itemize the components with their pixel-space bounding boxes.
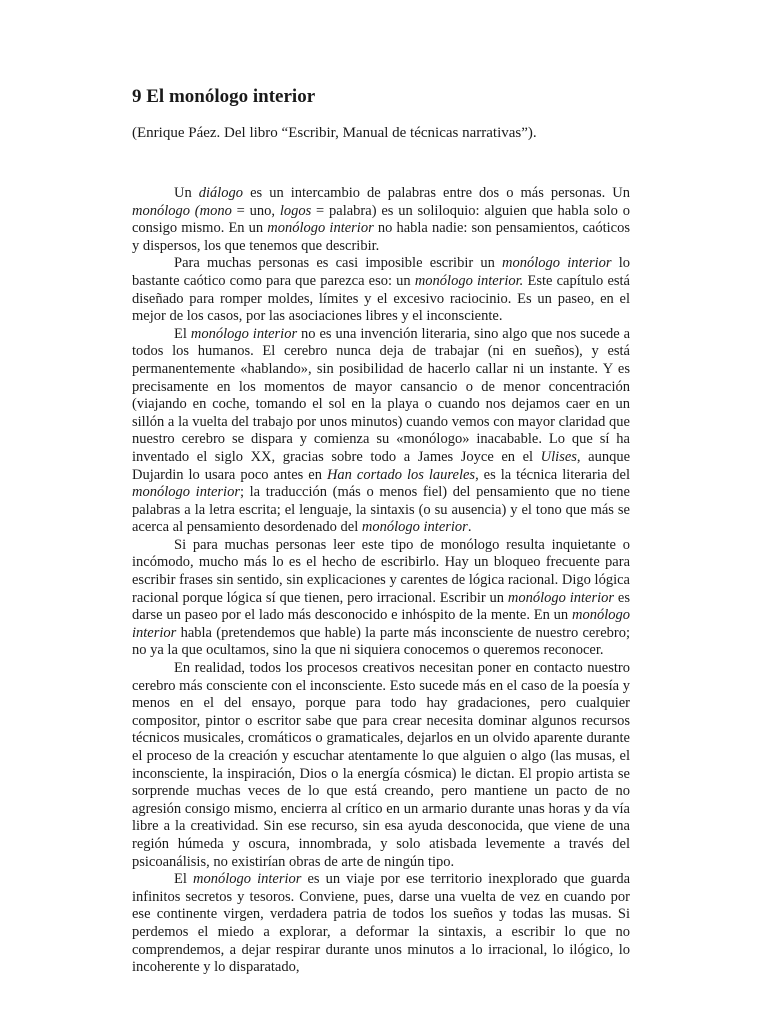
text-run: lo bastante caótico como para que parezca eso: un [132, 255, 631, 289]
italic-run: monólogo interior [507, 589, 615, 606]
italic-run: monólogo interior [267, 220, 374, 237]
italic-run: monólogo interior [361, 519, 468, 536]
paragraph [132, 537, 630, 660]
text-run: , aunque Dujardin lo usara poco antes en [132, 448, 630, 483]
text-run: = palabra) es un soliloquio: alguien que habla solo o consigo mismo. En un [132, 202, 630, 237]
text-run: En realidad, todos los procesos creativos necesitan poner en contacto nuestro cerebro más consciente con el inconsciente. Esto sucede más en el caso de la poesía y menos en el del ensayo, porque para todo hay gradaciones, pero cualquier compositor, pintor o escritor sabe que para crear necesita dominar algunos recursos técnicos musicales, cromáticos o gramaticales, dejarlos en un olvido aparente durante el proceso de la creación y escuchar atentamente lo que alguien o algo (las musas, el inconsciente, la inspiración, Dios o la energía cósmica) le dictan. El propio artista se sorprende muchas veces de lo que está creando, pero mantiene un pacto de no agresión consigo mismo, encierra al crítico en un armario durante unas horas y da vía libre a la creatividad. Sin ese recurso, sin esa ayuda desconocida, que viene de una región húmeda y oscura, innombrada, y solo atisbada levemente a través del psicoanálisis, no existirían obras de arte de ningún tipo. [132, 660, 630, 870]
paragraph [132, 255, 630, 325]
text-run: , es la técnica literaria del [475, 466, 630, 483]
italic-run: monólogo interior. [414, 272, 524, 289]
italic-run: monólogo interior [190, 325, 298, 342]
text-run: habla (pretendemos que hable) la parte más inconsciente de nuestro cerebro; no ya la que ocultamos, sino la que ni siquiera conocemos o queremos reconocer. [132, 624, 630, 659]
italic-run: monólogo interior [132, 607, 630, 641]
paragraph [132, 660, 630, 871]
italic-run: monólogo interior [502, 255, 612, 272]
text-run: = uno, [231, 202, 280, 219]
text-run: El [174, 325, 191, 342]
text-run: . [467, 519, 472, 536]
italic-run: Ulises [540, 448, 577, 465]
text-run: Este capítulo está diseñado para romper moldes, límites y el excesivo raciocinio. Es un paseo, en el mejor de los casos, por las asociaciones libres y el inconsciente. [132, 272, 630, 325]
italic-run: monólogo interior [132, 484, 240, 501]
text-run: El [174, 871, 193, 888]
italic-run: monólogo interior [192, 871, 302, 888]
italic-run: monólogo (mono [132, 202, 232, 219]
text-run: es un viaje por ese territorio inexplorado que guarda infinitos secretos y tesoros. Conviene, pues, darse una vuelta de vez en cuando por ese continente virgen, verdadera patria de todos los sueños y todas las musas. Si perdemos el miedo a explorar, a deformar la sintaxis, a escribir lo que no comprendemos, a dejar respirar durante unos minutos a lo irracional, lo ilógico, lo incoherente y lo disparatado, [132, 871, 631, 976]
text-run: Si para muchas personas leer este tipo de monólogo resulta inquietante o incómodo, mucho más lo es el hecho de escribirlo. Hay un bloqueo frecuente para escribir frases sin sentido, sin explicaciones y carentes de lógica racional. Digo lógica racional porque lógica sí que tienen, pero irracional. Escribir un [132, 536, 630, 606]
italic-run: diálogo [198, 185, 244, 201]
text-run: es darse un paseo por el lado más desconocido e inhóspito de la mente. En un [132, 589, 630, 624]
text-run: Para muchas personas es casi imposible escribir un [174, 255, 503, 272]
paragraph [132, 185, 630, 255]
paragraph [132, 871, 630, 977]
body-text [132, 185, 630, 977]
text-run: ; la traducción (más o menos fiel) del pensamiento que no tiene palabras a la letra escrita; el lenguaje, la sintaxis (o su ausencia) y el tono que más se acerca al pensamiento desordenado del [132, 484, 630, 536]
source-citation: (Enrique Páez. Del libro “Escribir, Manual de técnicas narrativas”). [132, 125, 537, 141]
italic-run: logos [279, 202, 312, 219]
paragraph [132, 326, 630, 537]
text-run: Un [174, 185, 199, 201]
text-run: no habla nadie: son pensamientos, caóticos y dispersos, los que tenemos que describir. [132, 220, 630, 254]
text-run: es un intercambio de palabras entre dos o más personas. Un [243, 185, 630, 201]
text-run: no es una invención literaria, sino algo que nos sucede a todos los humanos. El cerebro nunca deja de trabajar (ni en sueños), y está permanentemente «hablando», sin posibilidad de hacerlo callar ni un instante. Y es precisamente en los momentos de mayor cansancio o de menor concentración (viajando en coche, tomando el sol en la playa o cuando nos dejamos caer en un sillón a la vuelta del trabajo por unos minutos) cuando vemos con mayor claridad que nuestro cerebro se dispara y comienza su «monólogo» inacabable. Lo que sí ha inventado el siglo XX, gracias sobre todo a James Joyce en el [132, 325, 631, 465]
chapter-title: 9 El monólogo interior [132, 86, 316, 107]
italic-run: Han cortado los laureles [326, 466, 476, 483]
